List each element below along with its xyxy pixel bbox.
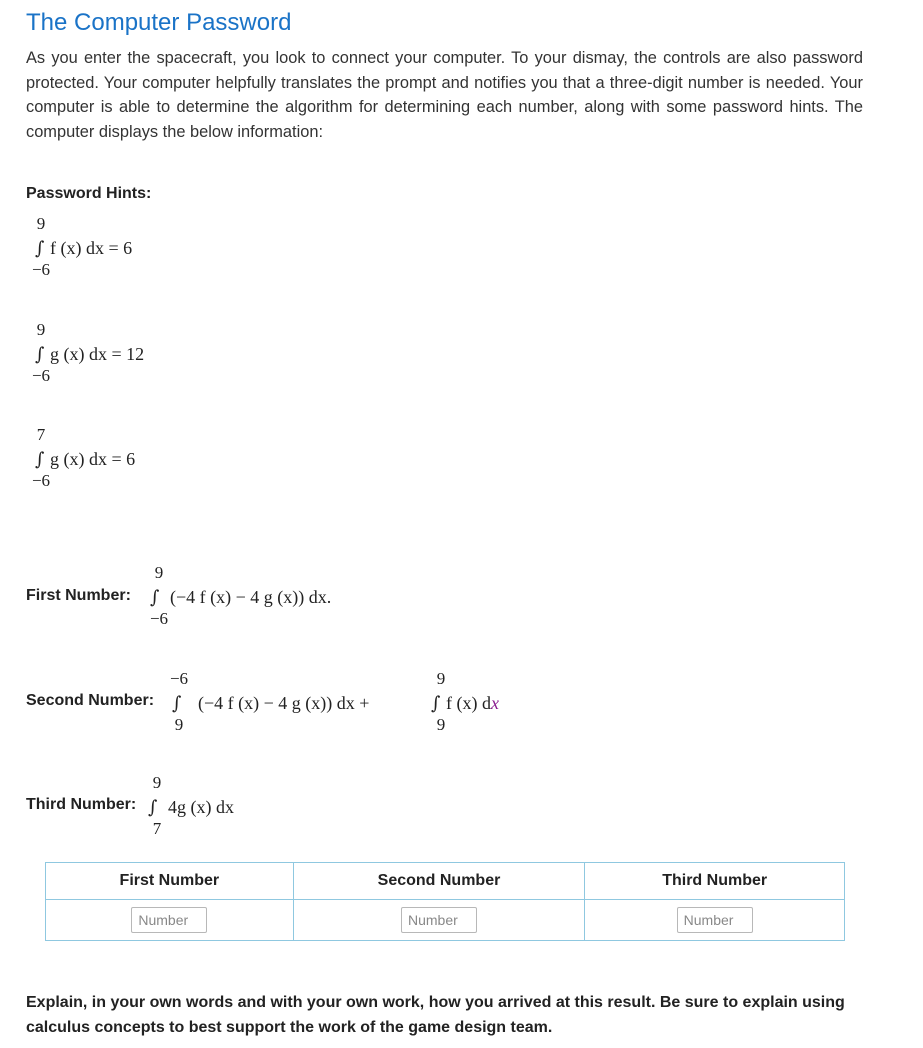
first-upper: 9 bbox=[154, 563, 164, 582]
hint-1 bbox=[28, 214, 228, 284]
hint-3 bbox=[28, 425, 228, 495]
third-upper: 9 bbox=[152, 773, 162, 792]
third-number-input[interactable] bbox=[677, 907, 753, 933]
header-second-number: Second Number bbox=[293, 863, 585, 900]
second-lower-2: 9 bbox=[436, 715, 446, 734]
integral-sign-icon: ∫ bbox=[172, 693, 182, 714]
hint-1-upper: 9 bbox=[36, 214, 46, 233]
second-integral-2 bbox=[446, 693, 499, 714]
second-integral-2-body: f (x) d bbox=[446, 693, 491, 713]
hint-2-integral: g (x) dx = 12 bbox=[50, 344, 145, 364]
hint-3-integral: g (x) dx = 6 bbox=[50, 449, 136, 469]
answer-table-input-row bbox=[46, 900, 845, 941]
answer-table-header-row bbox=[46, 863, 845, 900]
third-integral: 4g (x) dx bbox=[168, 797, 234, 817]
integral-sign-icon: ∫ bbox=[35, 449, 45, 470]
second-lower: 9 bbox=[174, 715, 184, 734]
hint-1-lower: −6 bbox=[31, 260, 51, 279]
hint-3-upper: 7 bbox=[36, 425, 46, 444]
intro-paragraph: As you enter the spacecraft, you look to connect your computer. To your dismay, the controls are also password protected. Your computer helpfully translates the prompt and notifies you that a three-digit number is needed. Your computer is able to determine the algorithm for determining each number, along with some password hints. The computer displays the below information: bbox=[26, 49, 863, 141]
hint-2 bbox=[28, 320, 228, 390]
cell-first-number bbox=[46, 900, 294, 941]
header-third-number: Third Number bbox=[585, 863, 845, 900]
third-number-expression bbox=[144, 773, 344, 843]
second-number-label: Second Number: bbox=[26, 692, 155, 709]
third-lower: 7 bbox=[152, 819, 162, 838]
hint-2-lower: −6 bbox=[31, 366, 51, 385]
hint-2-upper: 9 bbox=[36, 320, 46, 339]
first-integral: (−4 f (x) − 4 g (x)) dx. bbox=[170, 587, 332, 607]
second-upper: −6 bbox=[169, 669, 189, 688]
integral-sign-icon: ∫ bbox=[35, 344, 45, 365]
third-number-label: Third Number: bbox=[26, 796, 137, 813]
second-number-input[interactable] bbox=[401, 907, 477, 933]
second-integral: (−4 f (x) − 4 g (x)) dx + bbox=[198, 693, 370, 713]
hint-1-integral: f (x) dx = 6 bbox=[50, 238, 133, 258]
cell-second-number bbox=[293, 900, 585, 941]
page-title: The Computer Password bbox=[26, 9, 292, 36]
answer-table bbox=[45, 862, 845, 941]
header-first-number: First Number bbox=[46, 863, 294, 900]
explain-prompt: Explain, in your own words and with your own work, how you arrived at this result. Be sure to explain using calculus concepts to best support the work of the game design team. bbox=[26, 994, 845, 1036]
second-number-expression bbox=[166, 669, 546, 739]
hints-label: Password Hints: bbox=[26, 185, 152, 202]
integral-sign-icon: ∫ bbox=[431, 693, 441, 714]
first-number-input[interactable] bbox=[131, 907, 207, 933]
integral-sign-icon: ∫ bbox=[150, 587, 160, 608]
cell-third-number bbox=[585, 900, 845, 941]
hint-3-lower: −6 bbox=[31, 471, 51, 490]
integral-sign-icon: ∫ bbox=[35, 238, 45, 259]
first-number-label: First Number: bbox=[26, 587, 131, 604]
first-lower: −6 bbox=[149, 609, 169, 628]
second-differential-variable: x bbox=[490, 693, 499, 713]
first-number-expression bbox=[146, 563, 446, 633]
integral-sign-icon: ∫ bbox=[148, 797, 158, 818]
second-upper-2: 9 bbox=[436, 669, 446, 688]
